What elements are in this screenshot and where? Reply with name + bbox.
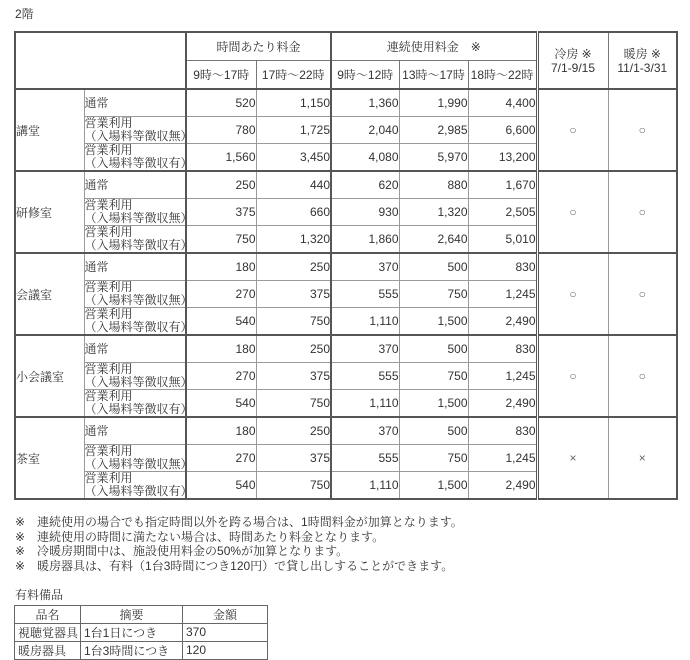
rate-cell: 1,245 — [468, 363, 537, 390]
cooling-mark: ○ — [537, 335, 608, 417]
rate-cell: 3,450 — [256, 144, 331, 172]
rate-cell: 375 — [256, 445, 331, 472]
cooling-mark: ○ — [537, 89, 608, 171]
rate-cell: 2,640 — [399, 226, 468, 254]
usage-type-cell — [84, 116, 193, 144]
footnotes — [15, 515, 690, 574]
usage-type-cell — [84, 444, 193, 472]
rate-cell: 555 — [331, 281, 399, 308]
rate-cell: 1,860 — [331, 226, 399, 254]
rate-cell: 1,110 — [331, 390, 399, 418]
usage-type-label: 営業利用 — [84, 307, 133, 321]
rate-cell: 5,010 — [468, 226, 537, 254]
usage-type-label: 通常 — [84, 177, 109, 192]
rate-cell: 375 — [186, 199, 256, 226]
heating-mark: ○ — [608, 171, 677, 253]
rate-cell: 1,110 — [331, 308, 399, 336]
rate-cell: 2,040 — [331, 117, 399, 144]
rate-cell: 1,670 — [468, 171, 537, 199]
rate-cell: 555 — [331, 445, 399, 472]
rate-cell: 830 — [468, 335, 537, 363]
usage-type-label: 営業利用 — [84, 143, 133, 157]
usage-type-cell — [84, 362, 193, 390]
equip-header-summary: 摘要 — [81, 605, 183, 623]
table-row — [15, 605, 268, 623]
rate-cell: 500 — [399, 253, 468, 281]
rate-cell: 1,150 — [256, 89, 331, 117]
rate-cell: 2,490 — [468, 390, 537, 418]
table-row — [15, 89, 677, 117]
table-row — [15, 417, 677, 445]
rate-cell: 750 — [256, 308, 331, 336]
rate-cell: 930 — [331, 199, 399, 226]
usage-type-label: 営業利用 — [84, 116, 133, 130]
equip-item-name: 暖房器具 — [15, 641, 81, 659]
table-row — [15, 641, 268, 659]
usage-type-label: 営業利用 — [84, 280, 133, 294]
room-name: 小会議室 — [15, 335, 84, 417]
rate-cell: 2,985 — [399, 117, 468, 144]
rate-cell: 4,080 — [331, 144, 399, 172]
rate-cell: 1,725 — [256, 117, 331, 144]
paid-equipment-title: 有料備品 — [15, 587, 64, 602]
usage-type-sublabel: （入場料等徴収有） — [84, 484, 193, 498]
rate-cell: 250 — [256, 335, 331, 363]
rate-cell: 750 — [399, 445, 468, 472]
usage-type-sublabel: （入場料等徴収無） — [84, 293, 193, 307]
rate-cell: 180 — [186, 253, 256, 281]
usage-type-label: 営業利用 — [84, 389, 133, 403]
rate-cell: 1,500 — [399, 308, 468, 336]
cooling-mark: ○ — [537, 171, 608, 253]
usage-type-sublabel: （入場料等徴収有） — [84, 320, 193, 334]
rate-cell: 2,490 — [468, 472, 537, 500]
heating-header — [608, 32, 677, 89]
paid-equipment-table — [14, 605, 268, 660]
rate-cell: 6,600 — [468, 117, 537, 144]
usage-type-cell — [84, 198, 193, 226]
rate-table — [14, 31, 678, 500]
rate-cell: 1,500 — [399, 472, 468, 500]
usage-type-sublabel: （入場料等徴収無） — [84, 375, 193, 389]
usage-type-label: 営業利用 — [84, 362, 133, 376]
usage-type-sublabel: （入場料等徴収有） — [84, 156, 193, 170]
rate-cell: 750 — [256, 390, 331, 418]
usage-type-sublabel: （入場料等徴収無） — [84, 129, 193, 143]
rate-cell: 500 — [399, 417, 468, 445]
rate-cell: 180 — [186, 417, 256, 445]
table-row — [15, 623, 268, 641]
rate-cell: 180 — [186, 335, 256, 363]
rate-cell: 750 — [399, 363, 468, 390]
usage-type-cell — [84, 253, 186, 281]
room-name: 研修室 — [15, 171, 84, 253]
rate-cell: 1,245 — [468, 445, 537, 472]
rate-cell: 370 — [331, 335, 399, 363]
rate-cell: 375 — [256, 281, 331, 308]
usage-type-label: 営業利用 — [84, 198, 133, 212]
footnote: ※ 連続使用の時間に満たない場合は、時間あたり料金となります。 — [15, 529, 385, 544]
rate-cell: 375 — [256, 363, 331, 390]
usage-type-sublabel: （入場料等徴収無） — [84, 211, 193, 225]
rate-cell: 500 — [399, 335, 468, 363]
usage-type-cell — [84, 171, 186, 199]
rate-cell: 250 — [256, 253, 331, 281]
cooling-mark: × — [537, 417, 608, 499]
rate-cell: 4,400 — [468, 89, 537, 117]
equip-item-amount: 370 — [183, 623, 268, 641]
usage-type-label: 通常 — [84, 259, 109, 274]
rate-cell: 555 — [331, 363, 399, 390]
usage-type-cell — [84, 417, 186, 445]
room-name: 会議室 — [15, 253, 84, 335]
rate-cell: 1,110 — [331, 472, 399, 500]
time-col-header: 9時～12時 — [331, 61, 399, 90]
usage-type-cell — [84, 89, 186, 117]
rate-cell: 750 — [256, 472, 331, 500]
heating-mark: × — [608, 417, 677, 499]
time-col-header: 17時～22時 — [256, 61, 331, 90]
rate-cell: 5,970 — [399, 144, 468, 172]
equip-header-amount: 金額 — [183, 605, 268, 623]
cooling-header-label: 冷房 ※ — [554, 46, 592, 61]
continuous-rate-header: 連続使用料金 ※ — [331, 32, 537, 61]
usage-type-label: 通常 — [84, 423, 109, 438]
header-row-groups — [15, 32, 677, 61]
rate-cell: 1,500 — [399, 390, 468, 418]
cooling-header-period: 7/1-9/15 — [550, 60, 596, 75]
rate-cell: 780 — [186, 117, 256, 144]
usage-type-cell — [84, 471, 193, 500]
usage-type-label: 通常 — [84, 95, 109, 110]
equip-item-name: 視聴覚器具 — [15, 623, 81, 641]
rate-cell: 1,320 — [399, 199, 468, 226]
usage-type-cell — [84, 143, 193, 172]
cooling-mark: ○ — [537, 253, 608, 335]
usage-type-label: 営業利用 — [84, 225, 133, 239]
rate-cell: 1,245 — [468, 281, 537, 308]
rate-cell: 370 — [331, 417, 399, 445]
cooling-header — [537, 32, 608, 89]
usage-type-cell — [84, 280, 193, 308]
heating-mark: ○ — [608, 89, 677, 171]
usage-type-cell — [84, 307, 193, 336]
footnote: ※ 冷暖房期間中は、施設使用料金の50%が加算となります。 — [15, 544, 349, 559]
rate-cell: 540 — [186, 308, 256, 336]
usage-type-cell — [84, 225, 193, 254]
rate-cell: 270 — [186, 445, 256, 472]
rate-cell: 830 — [468, 417, 537, 445]
footnote: ※ 暖房器具は、有料（1台3時間につき120円）で貸し出しすることができます。 — [15, 559, 454, 574]
heating-header-period: 11/1-3/31 — [617, 60, 668, 75]
table-row — [15, 253, 677, 281]
usage-type-cell — [84, 335, 186, 363]
rate-cell: 440 — [256, 171, 331, 199]
rate-cell: 270 — [186, 281, 256, 308]
usage-type-sublabel: （入場料等徴収有） — [84, 238, 193, 252]
rate-cell: 250 — [186, 171, 256, 199]
equip-item-summary: 1台1日につき — [81, 623, 183, 641]
usage-type-label: 営業利用 — [84, 471, 133, 485]
usage-type-cell — [84, 389, 193, 418]
rate-cell: 750 — [399, 281, 468, 308]
room-name: 茶室 — [15, 417, 84, 499]
rate-cell: 830 — [468, 253, 537, 281]
usage-type-sublabel: （入場料等徴収無） — [84, 457, 193, 471]
heating-mark: ○ — [608, 253, 677, 335]
paid-equipment-section — [14, 586, 690, 660]
rate-cell: 1,360 — [331, 89, 399, 117]
time-col-header: 9時～17時 — [186, 61, 256, 90]
rate-cell: 750 — [186, 226, 256, 254]
hourly-rate-header: 時間あたり料金 — [186, 32, 331, 61]
rate-cell: 540 — [186, 390, 256, 418]
rate-cell: 1,560 — [186, 144, 256, 172]
rate-cell: 540 — [186, 472, 256, 500]
rate-cell: 520 — [186, 89, 256, 117]
time-col-header: 18時～22時 — [468, 61, 537, 90]
heating-header-label: 暖房 ※ — [623, 46, 661, 61]
table-row — [15, 335, 677, 363]
equip-header-item: 品名 — [15, 605, 81, 623]
rate-cell: 1,990 — [399, 89, 468, 117]
corner-cell — [15, 32, 186, 89]
heating-mark: ○ — [608, 335, 677, 417]
time-col-header: 13時～17時 — [399, 61, 468, 90]
rate-cell: 13,200 — [468, 144, 537, 172]
rate-cell: 1,320 — [256, 226, 331, 254]
equip-item-summary: 1台3時間につき — [81, 641, 183, 659]
rate-cell: 2,505 — [468, 199, 537, 226]
rate-cell: 2,490 — [468, 308, 537, 336]
rate-cell: 370 — [331, 253, 399, 281]
equip-item-amount: 120 — [183, 641, 268, 659]
rate-cell: 250 — [256, 417, 331, 445]
rate-cell: 880 — [399, 171, 468, 199]
rate-cell: 270 — [186, 363, 256, 390]
room-name: 講堂 — [15, 89, 84, 171]
usage-type-label: 営業利用 — [84, 444, 133, 458]
usage-type-label: 通常 — [84, 341, 109, 356]
usage-type-sublabel: （入場料等徴収有） — [84, 402, 193, 416]
footnote: ※ 連続使用の場合でも指定時間以外を跨る場合は、1時間料金が加算となります。 — [15, 515, 463, 529]
rate-cell: 620 — [331, 171, 399, 199]
table-row — [15, 171, 677, 199]
rate-cell: 660 — [256, 199, 331, 226]
floor-title: 2階 — [15, 7, 34, 21]
